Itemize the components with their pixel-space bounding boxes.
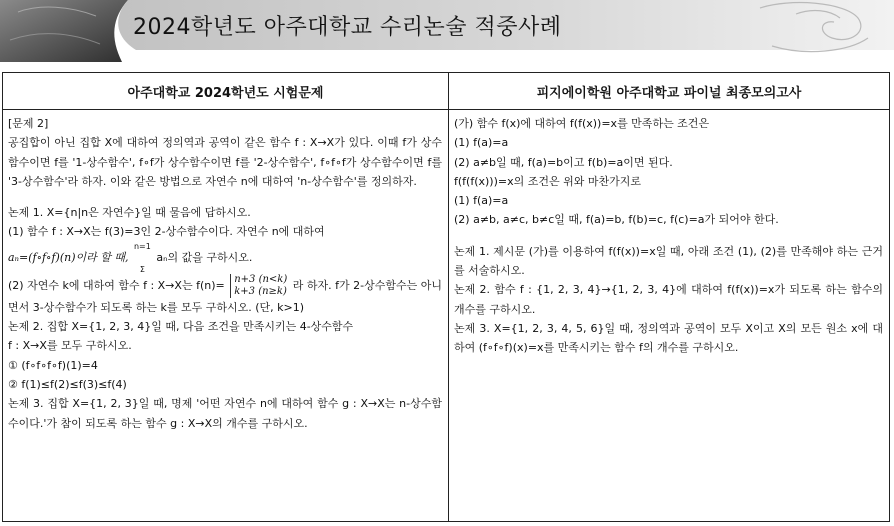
passage-ga-line-6: (2) a≠b, a≠c, b≠c일 때, f(a)=b, f(b)=c, f(c)=a가 되어야 한다. — [454, 213, 779, 227]
piecewise-definition: n+3 (n<k) k+3 (n≥k) — [230, 274, 287, 298]
essay-2-title: 논제 2. 집합 X={1, 2, 3, 4}일 때, 다음 조건을 만족시키는 4-상수함수 — [8, 320, 354, 334]
summation-symbol: n=1 Σ — [133, 241, 151, 274]
essay-1-part-1: (1) 함수 f : X→X는 f(3)=3인 2-상수함수이다. 자연수 n에 대하여 — [8, 225, 325, 239]
mock-exam-column — [449, 73, 889, 521]
mock-essay-2: 논제 2. 함수 f : {1, 2, 3, 4}→{1, 2, 3, 4}에 대하여 f(f(x))=x가 되도록 하는 함수의 개수를 구하시오. — [454, 283, 883, 316]
mock-exam-column-header: 피지에이학원 아주대학교 파이널 최종모의고사 — [449, 73, 889, 110]
essay-2-function: f : X→X를 모두 구하시오. — [8, 339, 132, 353]
passage-ga-line-5: (1) f(a)=a — [454, 194, 509, 208]
passage-ga-line-3: (2) a≠b일 때, f(a)=b이고 f(b)=a이면 된다. — [454, 155, 673, 169]
passage-ga-line-4: f(f(f(x)))=x의 조건은 위와 마찬가지로 — [454, 174, 641, 188]
mock-essay-1: 논제 1. 제시문 (가)를 이용하여 f(f(x))=x일 때, 아래 조건 (1), (2)를 만족해야 하는 근거를 서술하시오. — [454, 244, 883, 278]
comparison-table — [2, 72, 890, 522]
exam-column-header: 아주대학교 2024학년도 시험문제 — [3, 73, 448, 110]
exam-column-body — [3, 110, 448, 433]
problem-label: [문제 2] — [8, 117, 49, 130]
essay-3: 논제 3. 집합 X={1, 2, 3}일 때, 명제 '어떤 자연수 n에 대하여 함수 g : X→X는 n-상수함수이다.'가 참이 되도록 하는 함수 g : X→X의 개수를 구하시오. — [8, 397, 442, 430]
mock-exam-column-body — [449, 110, 889, 358]
essay-1-part-2: (2) 자연수 k에 대하여 함수 f : X→X는 f(n)= n+3 (n<k) k+3 (n≥k) 라 하자. f가 2-상수함수는 아니면서 3-상수함수가 되도록 하는 k를 모두 구하시오. (단, k>1) — [8, 273, 442, 314]
passage-ga-line-2: (1) f(a)=a — [454, 136, 509, 150]
mock-essay-3: 논제 3. X={1, 2, 3, 4, 5, 6}일 때, 정의역과 공역이 모두 X이고 X의 모든 원소 x에 대하여 (f∘f∘f)(x)=x를 만족시키는 함수 f의 개수를 구하시오. — [454, 321, 883, 355]
banner-title: 2024학년도 아주대학교 수리논술 적중사례 — [133, 15, 562, 40]
exam-column — [3, 73, 449, 521]
essay-1-part-1-formula: aₙ=(f∘f∘f)(n)이라 할 때, n=1 Σ aₙ의 값을 구하시오. — [8, 241, 253, 274]
passage-ga-line-1: (가) 함수 f(x)에 대하여 f(f(x))=x를 만족하는 조건은 — [454, 117, 710, 130]
problem-intro: 공집합이 아닌 집합 X에 대하여 정의역과 공역이 같은 함수 f : X→X가 있다. 이때 f가 상수함수이면 f를 '1-상수함수', f∘f가 상수함수이면 f를 '2-상수함수', f∘f∘f가 상수함수이면 f를 '3-상수함수'라 하자. 이와 같은 방법으로 자연수 n에 대하여 'n-상수함수'를 정의하자. — [8, 136, 442, 188]
essay-2-condition-1: ① (f∘f∘f∘f)(1)=4 — [8, 358, 98, 372]
essay-2-condition-2: ② f(1)≤f(2)≤f(3)≤f(4) — [8, 377, 127, 391]
essay-1-title: 논제 1. X={n|n은 자연수}일 때 물음에 답하시오. — [8, 206, 251, 220]
